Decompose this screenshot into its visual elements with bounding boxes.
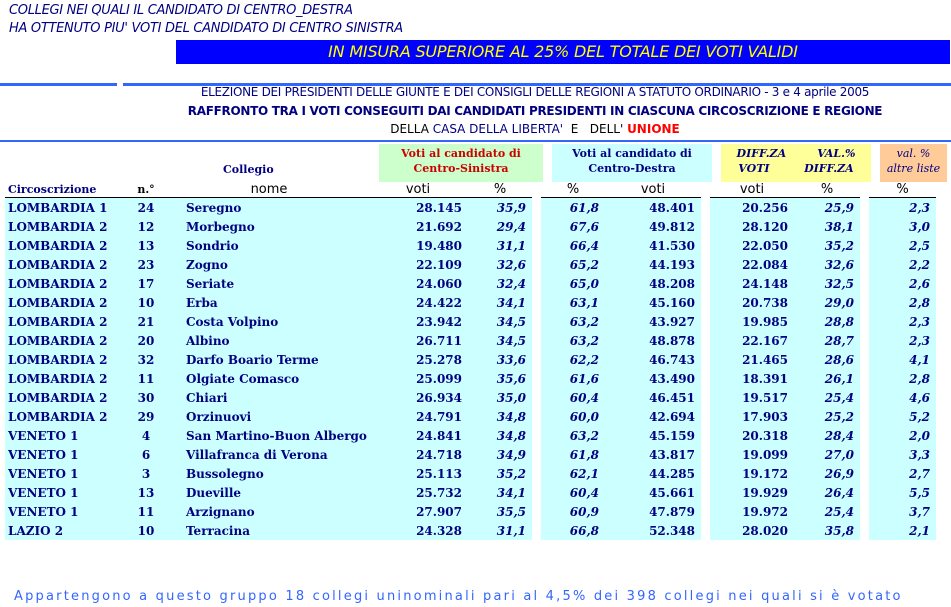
diff-voti-cell: 19.517 (710, 388, 794, 407)
cs-voti-cell: 23.942 (368, 312, 468, 331)
centro-destra-header (552, 144, 712, 182)
gap-cell (860, 388, 869, 407)
collegio-number-cell: 23 (122, 255, 170, 274)
header-rule-left (0, 83, 117, 86)
diff-voti-cell: 20.318 (710, 426, 794, 445)
collegio-number-cell: 29 (122, 407, 170, 426)
collegio-number-cell: 13 (122, 483, 170, 502)
cd-voti-cell: 45.159 (605, 426, 701, 445)
results-table-body (5, 181, 936, 540)
cs-voti-cell: 19.480 (368, 236, 468, 255)
altre-pct-cell: 2,8 (869, 293, 936, 312)
gap-cell (532, 483, 541, 502)
gap-cell (701, 236, 710, 255)
gap-2 (701, 181, 710, 198)
circoscrizione-cell: LOMBARDIA 2 (5, 350, 122, 369)
cs-voti-cell: 24.060 (368, 274, 468, 293)
table-row (5, 350, 936, 369)
circoscrizione-cell: VENETO 1 (5, 483, 122, 502)
altre-pct-cell: 5,2 (869, 407, 936, 426)
cd-pct-cell: 61,6 (541, 369, 605, 388)
table-row (5, 426, 936, 445)
diff-header-line-2 (721, 161, 871, 176)
diff-voti-cell: 17.903 (710, 407, 794, 426)
cs-voti-cell: 24.328 (368, 521, 468, 540)
gap-cell (701, 198, 710, 217)
altre-pct-cell: 2,2 (869, 255, 936, 274)
coalitions-prefix: DELLA (390, 122, 433, 136)
table-row (5, 369, 936, 388)
diff-voti-cell: 21.465 (710, 350, 794, 369)
coalition-unione: UNIONE (627, 122, 680, 136)
circoscrizione-cell: LOMBARDIA 2 (5, 369, 122, 388)
cd-pct-cell: 60,4 (541, 483, 605, 502)
gap-cell (860, 407, 869, 426)
circoscrizione-cell: LOMBARDIA 2 (5, 217, 122, 236)
collegio-name-cell: Erba (170, 293, 368, 312)
diff-pct-cell: 32,6 (794, 255, 860, 274)
gap-cell (701, 312, 710, 331)
collegio-number-cell: 30 (122, 388, 170, 407)
diff-pct-cell: 27,0 (794, 445, 860, 464)
collegio-number-cell: 17 (122, 274, 170, 293)
altre-pct-cell: 2,6 (869, 274, 936, 293)
report-title-line-1: COLLEGI NEI QUALI IL CANDIDATO DI CENTRO_DESTRA (9, 3, 353, 18)
gap-cell (532, 388, 541, 407)
collegio-name-cell: Olgiate Comasco (170, 369, 368, 388)
altre-pct-cell: 2,1 (869, 521, 936, 540)
gap-cell (532, 312, 541, 331)
table-row (5, 312, 936, 331)
cd-pct-cell: 66,8 (541, 521, 605, 540)
comparison-heading: RAFFRONTO TRA I VOTI CONSEGUITI DAI CANDIDATI PRESIDENTI IN CIASCUNA CIRCOSCRIZIONE E REGIONE (187, 104, 883, 118)
circoscrizione-cell: LOMBARDIA 2 (5, 236, 122, 255)
cd-voti-cell: 42.694 (605, 407, 701, 426)
cs-voti-cell: 25.113 (368, 464, 468, 483)
gap-cell (860, 274, 869, 293)
diff-voti-cell: 19.172 (710, 464, 794, 483)
diff-pct-cell: 28,4 (794, 426, 860, 445)
cs-pct-cell: 32,4 (468, 274, 532, 293)
circoscrizione-cell: LOMBARDIA 2 (5, 312, 122, 331)
cs-pct-cell: 31,1 (468, 521, 532, 540)
gap-cell (701, 388, 710, 407)
gap-cell (701, 407, 710, 426)
diff-voti-cell: 20.256 (710, 198, 794, 217)
altre-pct-cell: 2,0 (869, 426, 936, 445)
table-row (5, 388, 936, 407)
collegio-number-cell: 12 (122, 217, 170, 236)
gap-cell (860, 502, 869, 521)
table-row (5, 407, 936, 426)
circoscrizione-cell: VENETO 1 (5, 502, 122, 521)
diff-voti-cell: 22.084 (710, 255, 794, 274)
threshold-banner: IN MISURA SUPERIORE AL 25% DEL TOTALE DEI VOTI VALIDI (176, 40, 950, 64)
gap-cell (860, 293, 869, 312)
gap-cell (532, 464, 541, 483)
table-row (5, 274, 936, 293)
diff-voti-cell: 22.050 (710, 236, 794, 255)
diff-voti-cell: 28.020 (710, 521, 794, 540)
cs-voti-cell: 27.907 (368, 502, 468, 521)
gap-cell (532, 331, 541, 350)
cd-voti-cell: 41.530 (605, 236, 701, 255)
diff-voti-cell: 19.985 (710, 312, 794, 331)
cs-pct-cell: 34,9 (468, 445, 532, 464)
collegio-number-cell: 13 (122, 236, 170, 255)
cd-voti-cell: 46.743 (605, 350, 701, 369)
gap-cell (860, 217, 869, 236)
diff-voti-cell: 19.972 (710, 502, 794, 521)
gap-cell (701, 464, 710, 483)
table-row (5, 217, 936, 236)
cd-pct-cell: 60,0 (541, 407, 605, 426)
circoscrizione-cell: LOMBARDIA 2 (5, 388, 122, 407)
gap-cell (860, 236, 869, 255)
collegio-name-cell: Arzignano (170, 502, 368, 521)
altre-pct-cell: 5,5 (869, 483, 936, 502)
collegio-name-header: nome (170, 181, 368, 198)
table-row (5, 483, 936, 502)
gap-cell (532, 236, 541, 255)
collegio-name-cell: Terracina (170, 521, 368, 540)
cs-pct-cell: 29,4 (468, 217, 532, 236)
altre-pct-cell: 2,5 (869, 236, 936, 255)
altre-pct-cell: 3,3 (869, 445, 936, 464)
collegio-name-cell: Darfo Boario Terme (170, 350, 368, 369)
cd-voti-cell: 48.401 (605, 198, 701, 217)
cd-voti-cell: 52.348 (605, 521, 701, 540)
gap-cell (701, 255, 710, 274)
gap-cell (860, 312, 869, 331)
gap-1 (532, 181, 541, 198)
gap-cell (701, 350, 710, 369)
gap-cell (701, 331, 710, 350)
collegio-number-cell: 11 (122, 369, 170, 388)
diff-pct-cell: 25,2 (794, 407, 860, 426)
cd-pct-cell: 63,1 (541, 293, 605, 312)
cs-voti-cell: 24.791 (368, 407, 468, 426)
diff-pct-cell: 28,7 (794, 331, 860, 350)
table-row (5, 293, 936, 312)
cs-voti-cell: 26.711 (368, 331, 468, 350)
altre-pct-header: % (869, 181, 936, 198)
diff-pct-cell: 38,1 (794, 217, 860, 236)
cd-pct-cell: 65,2 (541, 255, 605, 274)
collegio-name-cell: Bussolegno (170, 464, 368, 483)
coalitions-mid: E DELL' (563, 122, 628, 136)
gap-cell (701, 502, 710, 521)
gap-cell (532, 198, 541, 217)
gap-cell (532, 369, 541, 388)
diff-pct-cell: 25,9 (794, 198, 860, 217)
gap-cell (701, 274, 710, 293)
circoscrizione-cell: LOMBARDIA 1 (5, 198, 122, 217)
gap-cell (532, 407, 541, 426)
gap-cell (860, 483, 869, 502)
cs-header-line-1: Voti al candidato di (401, 147, 521, 160)
collegio-number-cell: 20 (122, 331, 170, 350)
cd-voti-cell: 43.927 (605, 312, 701, 331)
collegio-name-cell: Chiari (170, 388, 368, 407)
altre-pct-cell: 4,6 (869, 388, 936, 407)
diff-voti-cell: 28.120 (710, 217, 794, 236)
altre-pct-cell: 3,7 (869, 502, 936, 521)
cs-pct-cell: 34,1 (468, 483, 532, 502)
cd-voti-cell: 48.208 (605, 274, 701, 293)
cs-voti-header: voti (368, 181, 468, 198)
gap-cell (860, 464, 869, 483)
cd-pct-cell: 63,2 (541, 331, 605, 350)
cs-voti-cell: 26.934 (368, 388, 468, 407)
cd-voti-cell: 44.193 (605, 255, 701, 274)
table-row (5, 198, 936, 217)
altre-pct-cell: 2,3 (869, 198, 936, 217)
circoscrizione-header: Circoscrizione (5, 181, 122, 198)
diff-pct-cell: 26,9 (794, 464, 860, 483)
differenza-header (721, 144, 871, 182)
gap-cell (701, 445, 710, 464)
diff-pct-cell: 26,4 (794, 483, 860, 502)
table-row (5, 521, 936, 540)
footer-note: Appartengono a questo gruppo 18 collegi uninominali pari al 4,5% dei 398 collegi nei quali si è votato (14, 589, 903, 604)
circoscrizione-cell: VENETO 1 (5, 464, 122, 483)
cd-pct-cell: 61,8 (541, 445, 605, 464)
gap-cell (860, 255, 869, 274)
gap-cell (860, 369, 869, 388)
cd-voti-cell: 43.490 (605, 369, 701, 388)
collegio-number-cell: 32 (122, 350, 170, 369)
cs-header-line-2: Centro-Sinistra (413, 162, 509, 175)
cs-voti-cell: 21.692 (368, 217, 468, 236)
collegio-number-cell: 11 (122, 502, 170, 521)
table-row (5, 464, 936, 483)
report-title-line-2: HA OTTENUTO PIU' VOTI DEL CANDIDATO DI CENTRO SINISTRA (9, 21, 403, 36)
cd-pct-cell: 62,2 (541, 350, 605, 369)
collegio-name-cell: Zogno (170, 255, 368, 274)
cd-voti-cell: 47.879 (605, 502, 701, 521)
gap-cell (532, 293, 541, 312)
election-heading: ELEZIONE DEI PRESIDENTI DELLE GIUNTE E DEI CONSIGLI DELLE REGIONI A STATUTO ORDINARIO - 3 e 4 aprile 2005 (200, 85, 870, 99)
cd-voti-cell: 46.451 (605, 388, 701, 407)
collegio-name-cell: Seriate (170, 274, 368, 293)
cd-header-line-2: Centro-Destra (588, 162, 676, 175)
gap-cell (532, 274, 541, 293)
gap-cell (860, 331, 869, 350)
diff-pct-cell: 35,8 (794, 521, 860, 540)
cs-pct-cell: 35,9 (468, 198, 532, 217)
cd-pct-cell: 61,8 (541, 198, 605, 217)
collegio-name-cell: Villafranca di Verona (170, 445, 368, 464)
gap-cell (701, 217, 710, 236)
cs-pct-cell: 34,8 (468, 426, 532, 445)
cd-voti-cell: 44.285 (605, 464, 701, 483)
cd-voti-cell: 48.878 (605, 331, 701, 350)
diff-pct-cell: 25,4 (794, 388, 860, 407)
results-table (5, 181, 936, 540)
altre-liste-header (880, 144, 947, 182)
cs-voti-cell: 24.422 (368, 293, 468, 312)
cs-pct-cell: 34,5 (468, 312, 532, 331)
gap-cell (532, 217, 541, 236)
diff-voti-cell: 24.148 (710, 274, 794, 293)
gap-cell (860, 445, 869, 464)
table-row (5, 331, 936, 350)
cs-voti-cell: 24.841 (368, 426, 468, 445)
diff-pct-sublabel: DIFF.ZA (804, 162, 854, 175)
altre-pct-cell: 2,3 (869, 312, 936, 331)
collegio-number-header: n.° (122, 181, 170, 198)
diff-pct-cell: 29,0 (794, 293, 860, 312)
collegio-name-cell: Albino (170, 331, 368, 350)
coalitions-heading (120, 122, 950, 136)
cd-voti-cell: 45.160 (605, 293, 701, 312)
cd-voti-header: voti (605, 181, 701, 198)
collegio-number-cell: 4 (122, 426, 170, 445)
gap-cell (860, 198, 869, 217)
collegio-name-cell: Sondrio (170, 236, 368, 255)
collegio-number-cell: 6 (122, 445, 170, 464)
cs-pct-cell: 31,1 (468, 236, 532, 255)
cs-pct-cell: 35,0 (468, 388, 532, 407)
diff-pct-cell: 28,8 (794, 312, 860, 331)
gap-cell (860, 426, 869, 445)
circoscrizione-cell: VENETO 1 (5, 426, 122, 445)
gap-cell (701, 521, 710, 540)
table-row (5, 236, 936, 255)
coalition-cdl: CASA DELLA LIBERTA' (432, 122, 564, 136)
collegio-name-cell: Seregno (170, 198, 368, 217)
table-row (5, 255, 936, 274)
gap-cell (532, 350, 541, 369)
collegio-name-cell: Orzinuovi (170, 407, 368, 426)
table-top-rule (0, 140, 951, 142)
collegio-number-cell: 21 (122, 312, 170, 331)
diff-voti-header: voti (710, 181, 794, 198)
altre-pct-cell: 4,1 (869, 350, 936, 369)
centro-sinistra-header (379, 144, 543, 182)
cd-pct-cell: 63,2 (541, 426, 605, 445)
cd-pct-cell: 67,6 (541, 217, 605, 236)
altre-pct-cell: 3,0 (869, 217, 936, 236)
cs-pct-header: % (468, 181, 532, 198)
diff-pct-cell: 35,2 (794, 236, 860, 255)
diff-voti-cell: 18.391 (710, 369, 794, 388)
cs-pct-cell: 35,2 (468, 464, 532, 483)
cs-voti-cell: 24.718 (368, 445, 468, 464)
gap-cell (701, 369, 710, 388)
gap-cell (701, 426, 710, 445)
circoscrizione-cell: LOMBARDIA 2 (5, 407, 122, 426)
table-row (5, 445, 936, 464)
gap-cell (532, 502, 541, 521)
collegio-name-cell: Morbegno (170, 217, 368, 236)
collegio-header: Collegio (223, 163, 274, 176)
gap-cell (860, 350, 869, 369)
cd-voti-cell: 43.817 (605, 445, 701, 464)
altre-header-line-1: val. % (896, 147, 931, 160)
cs-pct-cell: 33,6 (468, 350, 532, 369)
cd-header-line-1: Voti al candidato di (572, 147, 692, 160)
collegio-number-cell: 3 (122, 464, 170, 483)
diff-pct-cell: 26,1 (794, 369, 860, 388)
altre-pct-cell: 2,7 (869, 464, 936, 483)
column-subheader-row (5, 181, 936, 198)
diff-header-line-1 (721, 146, 871, 161)
altre-header-line-2: altre liste (886, 162, 941, 175)
cs-pct-cell: 34,1 (468, 293, 532, 312)
circoscrizione-cell: VENETO 1 (5, 445, 122, 464)
cd-pct-cell: 60,4 (541, 388, 605, 407)
cs-pct-cell: 34,5 (468, 331, 532, 350)
gap-cell (532, 426, 541, 445)
cd-pct-cell: 60,9 (541, 502, 605, 521)
gap-cell (701, 483, 710, 502)
collegio-number-cell: 10 (122, 293, 170, 312)
cd-pct-cell: 66,4 (541, 236, 605, 255)
circoscrizione-cell: LOMBARDIA 2 (5, 293, 122, 312)
collegio-number-cell: 10 (122, 521, 170, 540)
cs-pct-cell: 32,6 (468, 255, 532, 274)
diff-voti-cell: 20.738 (710, 293, 794, 312)
diff-pct-cell: 25,4 (794, 502, 860, 521)
gap-cell (860, 521, 869, 540)
gap-cell (532, 521, 541, 540)
cd-pct-header: % (541, 181, 605, 198)
altre-pct-cell: 2,8 (869, 369, 936, 388)
diff-voti-sublabel: VOTI (738, 162, 770, 175)
gap-3 (860, 181, 869, 198)
circoscrizione-cell: LOMBARDIA 2 (5, 274, 122, 293)
diff-voti-cell: 22.167 (710, 331, 794, 350)
cs-voti-cell: 28.145 (368, 198, 468, 217)
diff-voti-cell: 19.099 (710, 445, 794, 464)
cd-voti-cell: 45.661 (605, 483, 701, 502)
diff-pct-header: % (794, 181, 860, 198)
diff-val-label: VAL.% (817, 147, 856, 160)
diff-pct-cell: 28,6 (794, 350, 860, 369)
gap-cell (701, 293, 710, 312)
cs-voti-cell: 25.732 (368, 483, 468, 502)
collegio-name-cell: San Martino-Buon Albergo (170, 426, 368, 445)
cs-pct-cell: 35,6 (468, 369, 532, 388)
cs-voti-cell: 25.278 (368, 350, 468, 369)
circoscrizione-cell: LOMBARDIA 2 (5, 255, 122, 274)
diff-voti-label: DIFF.ZA (736, 147, 787, 160)
gap-cell (532, 255, 541, 274)
cs-pct-cell: 34,8 (468, 407, 532, 426)
cs-voti-cell: 22.109 (368, 255, 468, 274)
gap-cell (532, 445, 541, 464)
cd-pct-cell: 63,2 (541, 312, 605, 331)
table-row (5, 502, 936, 521)
circoscrizione-cell: LAZIO 2 (5, 521, 122, 540)
circoscrizione-cell: LOMBARDIA 2 (5, 331, 122, 350)
cd-pct-cell: 62,1 (541, 464, 605, 483)
collegio-number-cell: 24 (122, 198, 170, 217)
altre-pct-cell: 2,3 (869, 331, 936, 350)
cs-pct-cell: 35,5 (468, 502, 532, 521)
diff-voti-cell: 19.929 (710, 483, 794, 502)
cd-pct-cell: 65,0 (541, 274, 605, 293)
cs-voti-cell: 25.099 (368, 369, 468, 388)
diff-pct-cell: 32,5 (794, 274, 860, 293)
collegio-name-cell: Dueville (170, 483, 368, 502)
cd-voti-cell: 49.812 (605, 217, 701, 236)
collegio-name-cell: Costa Volpino (170, 312, 368, 331)
